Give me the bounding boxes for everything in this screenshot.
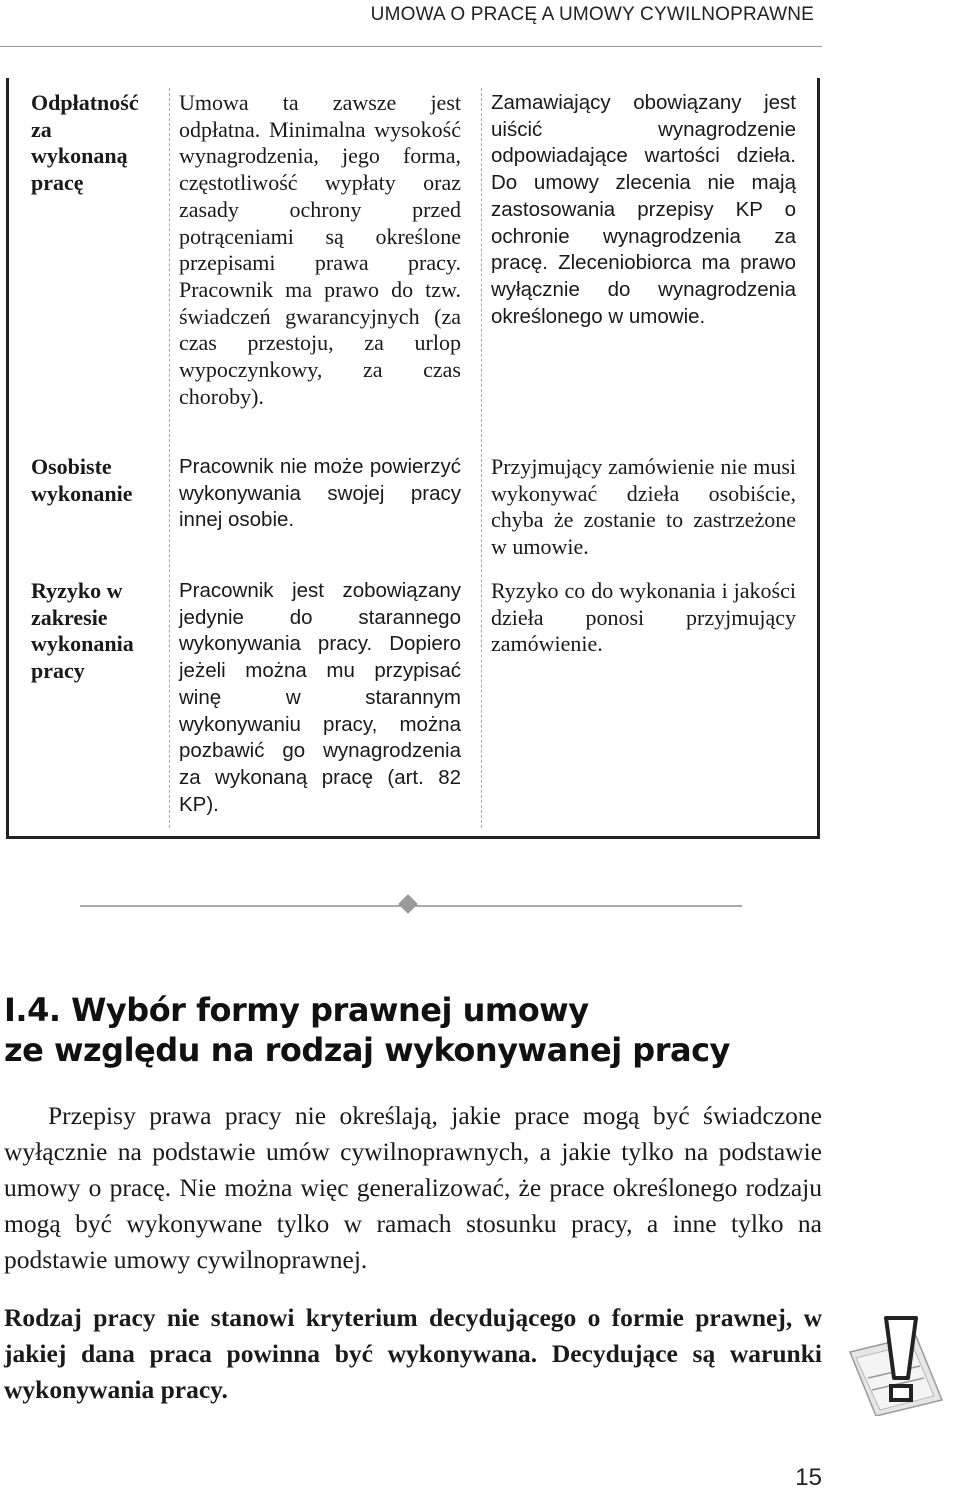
row-civil-contract: Zamawiający obowiązany jest uiścić wynagrodzenie odpowiadające wartości dzieła. Do umowy zlecenia nie mają zastosowania przepisy KP o ochronie wynagrodzenia za pracę. Zleceniobiorca ma prawo wyłącznie do wynagrodzenia określonego w umowie. <box>491 91 796 328</box>
row-civil-contract: Ryzyko co do wykonania i jakości dzieła ponosi przyjmujący zamówienie. <box>491 578 796 657</box>
section-title <box>4 990 804 1070</box>
header-rule <box>0 46 822 47</box>
section-title-line: I.4. Wybór formy prawnej umowy <box>4 991 589 1029</box>
row-employment-contract: Pracownik nie może powierzyć wykonywania swojej pracy innej osobie. <box>179 455 461 532</box>
comparison-table <box>6 78 820 839</box>
row-employment-contract: Umowa ta zawsze jest odpłatna. Minimalna wysokość wynagrodzenia, jego forma, częstotliwość wypłaty oraz zasady ochrony przed potrąceniami są określone przepisami prawa pracy. Pracownik ma prawo do tzw. świadczeń gwarancyjnych (za czas przestoju, za urlop wypoczynkowy, za czas choroby). <box>179 90 461 409</box>
body-paragraph: Przepisy prawa pracy nie określają, jakie prace mogą być świadczone wyłącznie na podstawie umów cywilnoprawnych, a jakie tylko na podstawie umowy o pracę. Nie można więc generalizować, że prace określonego rodzaju mogą być wykonywane tylko w ramach stosunku pracy, a inne tylko na podstawie umowy cywilnoprawnej. <box>4 1101 822 1274</box>
row-civil-contract: Przyjmujący zamówienie nie musi wykonywać dzieła osobiście, chyba że zostanie to zastrzeżone w umowie. <box>491 454 796 560</box>
row-feature: Osobiste wykonanie <box>31 454 133 506</box>
running-header: UMOWA O PRACĘ A UMOWY CYWILNOPRAWNE <box>370 4 814 25</box>
row-employment-contract: Pracownik jest zobowiązany jedynie do starannego wykonywania pracy. Dopiero jeżeli można mu przypisać winę w starannym wykonywaniu pracy, można pozbawić go wynagrodzenia za wykonaną pracę (art. 82 KP). <box>179 579 461 816</box>
bold-paragraph: Rodzaj pracy nie stanowi kryterium decydującego o formie prawnej, w jakiej dana praca powinna być wykonywana. Decydujące są warunki wykonywania pracy. <box>4 1303 822 1404</box>
exclamation-icon <box>846 1312 946 1416</box>
column-separator <box>481 88 482 828</box>
page-number: 15 <box>795 1464 822 1491</box>
row-feature: Ryzyko w zakresie wykonania pracy <box>31 578 134 684</box>
section-title-line: ze względu na rodzaj wykonywanej pracy <box>4 1031 730 1069</box>
divider-diamond-icon <box>398 894 418 914</box>
column-separator <box>169 88 170 828</box>
row-feature: Odpłatność za wykonaną pracę <box>31 90 139 196</box>
